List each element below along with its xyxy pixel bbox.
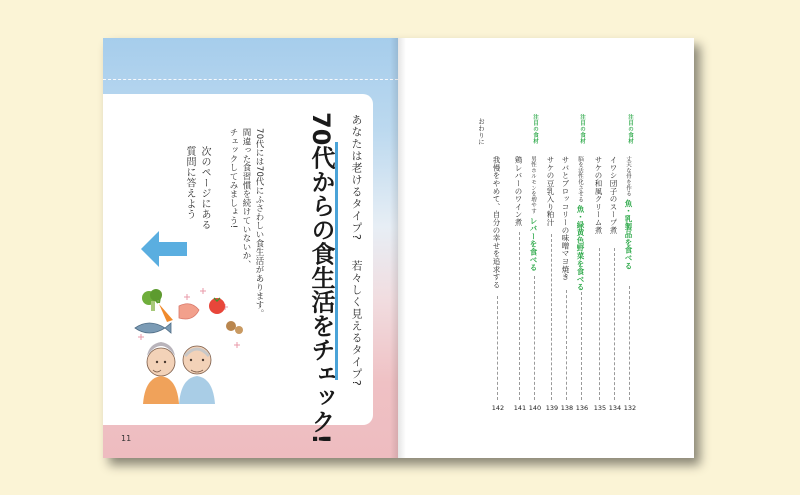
toc-heading-prefix: 脳を活性化させる [577, 156, 583, 203]
toc-page-number: 138 [560, 404, 574, 412]
toc-item-title: サバとブロッコリーの味噌マヨ焼き [561, 156, 570, 281]
page-number: 11 [121, 434, 132, 443]
left-page [103, 38, 398, 458]
toc-item-title: イワシ団子のスープ煮 [609, 156, 618, 234]
toc-label: 注目の食材 [579, 114, 585, 144]
dashed-divider [103, 79, 398, 80]
toc-heading: レバーを食べる [529, 216, 538, 272]
toc-page-number: 134 [608, 404, 622, 412]
toc-entry-140[interactable] [528, 38, 542, 458]
toc-leader [581, 292, 582, 400]
toc-leader [566, 290, 567, 400]
book-spread [103, 38, 694, 458]
body-line-3: チェックしてみましょう! [228, 128, 238, 229]
toc-page-number: 136 [575, 404, 589, 412]
toc-entry-142[interactable] [477, 38, 505, 458]
toc-page-number: 135 [593, 404, 607, 412]
next-page-line-2: 質問に答えよう [184, 146, 195, 220]
toc-label: 注目の食材 [532, 114, 538, 144]
toc-entry-136[interactable] [575, 38, 589, 458]
toc-entry-132[interactable] [623, 38, 637, 458]
toc-page-number: 141 [513, 404, 527, 412]
toc-heading: 魚・緑黄色野菜を食べる [576, 205, 585, 291]
toc-leader [519, 232, 520, 400]
toc-heading-prefix: 男性ホルモンを増やす [530, 156, 536, 214]
toc-item-title: サケの和風クリーム煮 [594, 156, 603, 234]
arrow-left-icon [141, 230, 189, 268]
toc-page-number: 139 [545, 404, 559, 412]
toc-leader [497, 296, 498, 400]
toc-item-title: サケの豆乳入り粕汁 [546, 156, 555, 227]
toc-label: 注目の食材 [627, 114, 633, 144]
title-rule [335, 142, 338, 380]
toc-heading: 魚・乳製品を食べる [624, 199, 633, 270]
toc-leader [551, 234, 552, 400]
elderly-couple-illustration [129, 284, 259, 404]
subtitle-line-1: あなたは老けるタイプ? 若々しく見えるタイプ? [350, 114, 363, 387]
page-title: 70代からの食生活をチェック! [307, 112, 335, 445]
toc-leader [614, 248, 615, 400]
toc-item-title: 我慢をやめて、自分の幸せを追求する [492, 156, 501, 289]
toc-leader [629, 286, 630, 400]
toc-entry-135[interactable] [593, 38, 607, 458]
toc-item-title: 鶏レバーのワイン煮 [514, 156, 523, 227]
toc-page-number: 132 [623, 404, 637, 412]
body-line-2: 間違った食習慣を続けていないか、 [241, 128, 251, 269]
toc-entry-134[interactable] [608, 38, 622, 458]
toc-heading-prefix: 丈夫な骨を作る [625, 156, 631, 197]
body-line-1: 70代には70代にふさわしい食生活があります。 [254, 128, 264, 319]
toc-entry-141[interactable] [513, 38, 527, 458]
toc-entry-138[interactable] [560, 38, 574, 458]
toc-page [398, 38, 694, 458]
toc-page-number: 140 [528, 404, 542, 412]
toc-leader [599, 248, 600, 400]
next-page-line-1: 次のページにある [199, 146, 210, 230]
toc-page-number: 142 [491, 404, 505, 412]
toc-closing-heading: おわりに [477, 118, 485, 146]
toc-entry-139[interactable] [545, 38, 559, 458]
toc-leader [534, 276, 535, 400]
